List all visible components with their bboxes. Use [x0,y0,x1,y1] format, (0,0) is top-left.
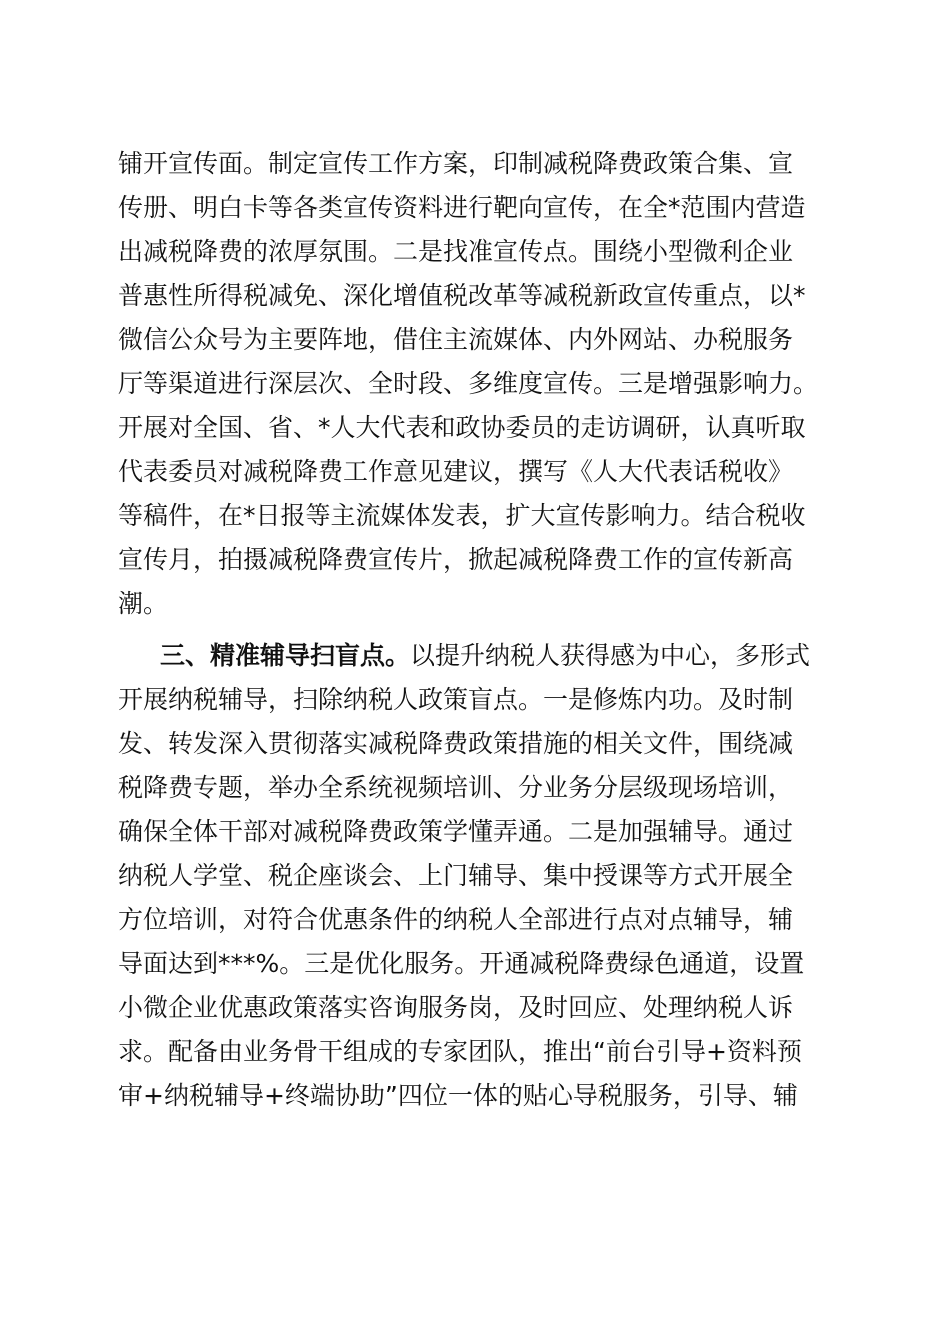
paragraph-1-line-2: 传册、明白卡等各类宣传资料进行靶向宣传，在全*范围内营造 [118,193,806,222]
paragraph-2-line-11: 审+纳税辅导+终端协助”四位一体的贴心导税服务，引导、辅 [118,1081,798,1110]
paragraph-2-line-6: 纳税人学堂、税企座谈会、上门辅导、集中授课等方式开展全 [118,861,794,890]
paragraph-1-line-6: 厅等渠道进行深层次、全时段、多维度宣传。三是增强影响力。 [118,369,819,398]
paragraph-1-line-11: 潮。 [118,589,169,618]
paragraph-2-line-2: 开展纳税辅导，扫除纳税人政策盲点。一是修炼内功。及时制 [118,685,794,714]
paragraph-1-line-10: 宣传月，拍摄减税降费宣传片，掀起减税降费工作的宣传新高 [118,545,794,574]
paragraph-1-line-5: 微信公众号为主要阵地，借住主流媒体、内外网站、办税服务 [118,325,794,354]
paragraph-2-line-10: 求。配备由业务骨干组成的专家团队，推出“前台引导+资料预 [118,1037,802,1066]
section-heading: 三、精准辅导扫盲点。 [160,641,411,670]
paragraph-1-line-1: 铺开宣传面。制定宣传工作方案，印制减税降费政策合集、宣 [118,149,794,178]
paragraph-1-line-3: 出减税降费的浓厚氛围。二是找准宣传点。围绕小型微利企业 [118,237,794,266]
paragraph-2-line-9: 小微企业优惠政策落实咨询服务岗，及时回应、处理纳税人诉 [118,993,794,1022]
paragraph-1-line-4: 普惠性所得税减免、深化增值税改革等减税新政宣传重点，以* [118,281,806,310]
paragraph-1-line-8: 代表委员对减税降费工作意见建议，撰写《人大代表话税收》 [118,457,794,486]
paragraph-2-line-4: 税降费专题，举办全系统视频培训、分业务分层级现场培训， [118,773,794,802]
paragraph-2-line-8: 导面达到***%。三是优化服务。开通减税降费绿色通道，设置 [118,949,805,978]
paragraph-1-line-9: 等稿件，在*日报等主流媒体发表，扩大宣传影响力。结合税收 [118,501,806,530]
paragraph-2-line-1-text: 以提升纳税人获得感为中心，多形式 [410,641,811,670]
paragraph-2-line-3: 发、转发深入贯彻落实减税降费政策措施的相关文件，围绕减 [118,729,794,758]
paragraph-2-line-1 [160,638,880,674]
paragraph-2-line-7: 方位培训，对符合优惠条件的纳税人全部进行点对点辅导，辅 [118,905,794,934]
paragraph-2-line-5: 确保全体干部对减税降费政策学懂弄通。二是加强辅导。通过 [118,817,794,846]
paragraph-1-line-7: 开展对全国、省、*人大代表和政协委员的走访调研，认真听取 [118,413,806,442]
